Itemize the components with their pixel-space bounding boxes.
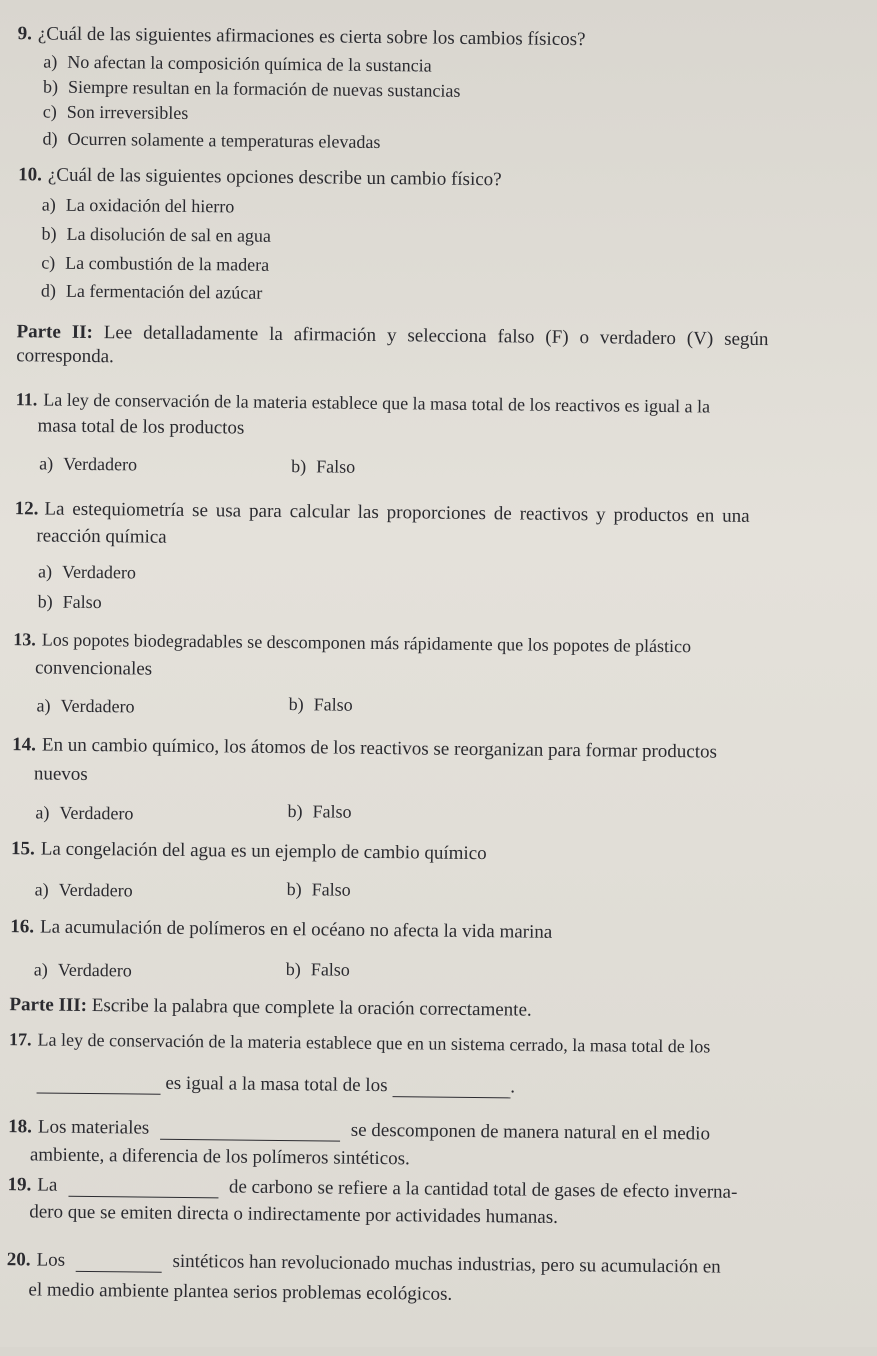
option-letter: a)	[37, 561, 53, 582]
option-letter: a)	[39, 453, 54, 474]
question-19	[7, 1173, 737, 1204]
fill-in-blank[interactable]	[68, 1178, 218, 1199]
option-text: La disolución de sal en agua	[66, 223, 272, 246]
option-letter: b)	[42, 76, 59, 97]
part-2-label: Parte II:	[16, 321, 93, 343]
option-text: Falso	[316, 456, 356, 477]
option-text: Siempre resultan en la formación de nuevas sustancias	[67, 76, 461, 101]
fill-in-blank[interactable]	[76, 1253, 162, 1273]
question-text: La estequiometría se usa para calcular las proporciones de reactivos y productos en una	[44, 498, 750, 527]
question-14	[12, 733, 717, 763]
question-text: es igual a la masa total de los	[165, 1072, 388, 1097]
period: .	[510, 1076, 516, 1098]
q9-option-a	[43, 50, 432, 76]
option-letter: b)	[291, 456, 307, 477]
option-letter: c)	[42, 101, 57, 122]
part-2-instructions	[16, 320, 768, 351]
question-number: 13.	[13, 629, 36, 650]
option-letter: a)	[33, 959, 48, 980]
question-13	[13, 628, 691, 658]
option-letter: a)	[43, 51, 58, 72]
q9-option-b	[43, 75, 461, 101]
q16-option-verdadero	[34, 958, 132, 981]
q14-option-verdadero	[35, 801, 133, 824]
fill-in-blank[interactable]	[392, 1078, 510, 1098]
option-text: No afectan la composición química de la sustancia	[67, 51, 432, 76]
question-12-continued: reacción química	[36, 525, 167, 548]
option-text: La oxidación del hierro	[65, 194, 235, 217]
option-letter: b)	[285, 959, 301, 980]
option-text: Verdadero	[63, 453, 138, 475]
option-text: Verdadero	[58, 879, 133, 901]
option-letter: b)	[41, 223, 57, 244]
option-text: Falso	[62, 591, 102, 613]
option-letter: b)	[287, 801, 303, 822]
q9-option-d	[42, 127, 380, 153]
question-11	[16, 388, 710, 418]
q16-option-falso	[286, 958, 350, 981]
q14-option-falso	[287, 800, 351, 823]
question-15	[11, 837, 487, 865]
q15-option-falso	[287, 878, 351, 901]
question-text: Los popotes biodegradables se descomponen más rápidamente que los popotes de plástico	[41, 629, 692, 657]
option-text: Falso	[310, 959, 350, 980]
option-letter: d)	[40, 280, 57, 301]
q11-option-falso	[291, 455, 355, 478]
question-number: 19.	[7, 1174, 32, 1196]
question-text: ¿Cuál de las siguientes opciones describe un cambio físico?	[47, 164, 502, 191]
question-17-continued	[37, 1070, 516, 1098]
question-16	[10, 915, 552, 944]
question-text: se descomponen de manera natural en el medio	[350, 1119, 711, 1145]
question-number: 11.	[15, 389, 38, 410]
part-3-instructions	[9, 993, 531, 1021]
question-18	[8, 1115, 710, 1145]
question-text: La	[37, 1174, 58, 1196]
option-text: Verdadero	[57, 959, 132, 981]
option-text: Falso	[311, 879, 351, 900]
option-letter: b)	[37, 591, 53, 612]
option-text: Falso	[313, 694, 353, 715]
option-text: Verdadero	[60, 695, 135, 717]
question-number: 14.	[12, 734, 37, 756]
option-letter: b)	[286, 879, 302, 900]
q9-option-c	[43, 100, 189, 124]
option-text: Falso	[312, 801, 352, 822]
fill-in-blank[interactable]	[160, 1121, 340, 1142]
question-11-continued: masa total de los productos	[37, 415, 245, 439]
question-text: La ley de conservación de la materia establece que la masa total de los reactivos es igual a la	[43, 389, 711, 417]
q10-option-d	[41, 279, 263, 303]
part-2-text-continued: corresponda.	[16, 345, 114, 368]
question-18-continued: ambiente, a diferencia de los polímeros sintéticos.	[29, 1144, 410, 1170]
option-text: La combustión de la madera	[65, 252, 270, 275]
question-number: 9.	[17, 23, 33, 45]
question-text: Los materiales	[37, 1116, 150, 1139]
question-12	[15, 497, 750, 528]
option-letter: b)	[288, 694, 304, 715]
option-text: Verdadero	[61, 561, 137, 583]
option-letter: a)	[35, 802, 50, 823]
q12-option-verdadero	[38, 560, 136, 583]
option-letter: c)	[41, 252, 56, 273]
question-20-continued: el medio ambiente plantea serios problemas ecológicos.	[28, 1279, 453, 1305]
q10-option-a	[42, 193, 235, 217]
fill-in-blank[interactable]	[37, 1074, 161, 1094]
q10-option-b	[41, 222, 271, 246]
question-17	[9, 1028, 710, 1058]
option-text: Verdadero	[59, 802, 134, 824]
question-number: 18.	[8, 1116, 33, 1138]
q15-option-verdadero	[35, 878, 133, 901]
option-text: Ocurren solamente a temperaturas elevadas	[67, 128, 381, 152]
question-number: 15.	[11, 838, 35, 860]
question-14-continued: nuevos	[33, 763, 88, 785]
q11-option-verdadero	[39, 452, 137, 475]
question-number: 16.	[10, 916, 35, 938]
question-text: de carbono se refiere a la cantidad total de gases de efecto inverna-	[228, 1176, 738, 1203]
option-text: Son irreversibles	[66, 101, 189, 123]
question-text: ¿Cuál de las siguientes afirmaciones es cierta sobre los cambios físicos?	[37, 23, 586, 51]
part-2-text: Lee detalladamente la afirmación y selecciona falso (F) o verdadero (V) según	[103, 322, 769, 351]
question-20	[7, 1248, 721, 1278]
q13-option-falso	[289, 693, 353, 716]
option-text: La fermentación del azúcar	[65, 280, 263, 303]
question-text: La acumulación de polímeros en el océano no afecta la vida marina	[39, 916, 553, 943]
question-10	[18, 163, 502, 191]
part-3-label: Parte III:	[9, 994, 88, 1016]
question-text: La ley de conservación de la materia establece que en un sistema cerrado, la masa total de los	[37, 1029, 711, 1057]
question-number: 10.	[18, 164, 43, 186]
question-number: 17.	[9, 1029, 32, 1050]
q10-option-c	[41, 251, 269, 275]
question-text: sintéticos han revolucionado muchas industrias, pero su acumulación en	[172, 1250, 721, 1278]
part-3-text: Escribe la palabra que complete la oración correctamente.	[91, 995, 532, 1021]
question-9	[18, 22, 586, 51]
question-number: 12.	[14, 498, 39, 520]
question-19-continued: dero que se emiten directa o indirectamente por actividades humanas.	[29, 1201, 559, 1228]
question-13-continued: convencionales	[34, 657, 153, 680]
q12-option-falso	[38, 590, 102, 613]
question-text: En un cambio químico, los átomos de los reactivos se reorganizan para formar productos	[41, 734, 718, 763]
option-letter: a)	[36, 695, 51, 716]
question-text: Los	[36, 1249, 66, 1271]
q13-option-verdadero	[36, 694, 134, 717]
question-text: La congelación del agua es un ejemplo de cambio químico	[40, 838, 487, 865]
option-letter: a)	[34, 879, 49, 900]
option-letter: d)	[42, 128, 58, 149]
option-letter: a)	[41, 194, 56, 215]
question-number: 20.	[6, 1249, 31, 1271]
